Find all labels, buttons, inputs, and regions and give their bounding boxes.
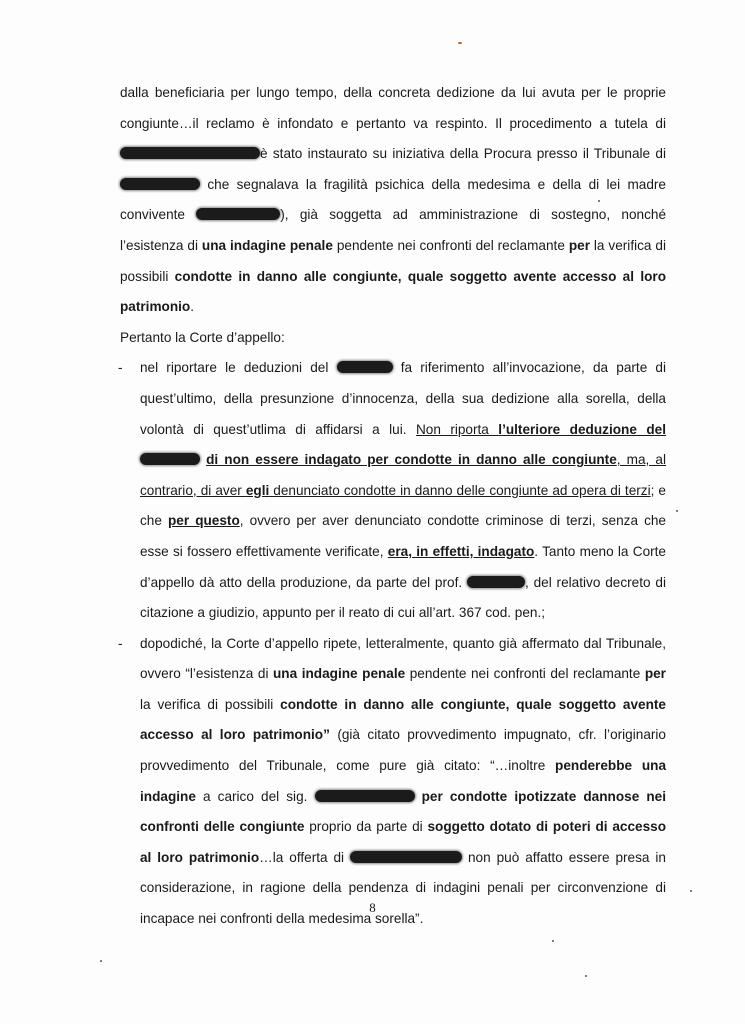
text-segment: pendente nei confronti del reclamante [405, 666, 645, 682]
text-segment: la verifica di possibili [120, 237, 666, 284]
redaction-mark [140, 453, 200, 465]
scan-speck [598, 200, 600, 202]
bold-text: una indagine penale [201, 237, 333, 253]
lead-sentence: Pertanto la Corte d’appello: [120, 329, 285, 345]
underlined-text: denunciato condotte in danno delle congiunte ad opera di terzi [269, 482, 651, 498]
redaction-mark [467, 576, 525, 588]
scan-speck [585, 975, 587, 977]
redaction-mark [315, 790, 415, 802]
list-item [120, 353, 666, 628]
bold-text: una indagine penale [273, 666, 406, 682]
scan-speck [458, 42, 462, 44]
text-segment: . [190, 299, 195, 315]
list-item [120, 629, 666, 935]
underlined-text: Non riporta [415, 421, 499, 437]
paragraph-intro [120, 78, 666, 323]
scan-speck [552, 940, 554, 942]
text-segment: , del relativo decreto di citazione a giudizio, appunto per il reato di cui all’art. 367 cod. pen.; [140, 574, 666, 621]
text-segment: . Tanto meno la Corte d’appello dà atto della produzione, da parte del prof. [140, 543, 666, 590]
bold-text: per condotte ipotizzate dannose nei confronti delle congiunte [140, 788, 666, 835]
underlined-text: , ma, al contrario, di aver [140, 452, 666, 498]
text-segment: dalla beneficiaria per lungo tempo, della concreta dedizione da lui avuta per le proprie congiunte…il reclamo è infondato e pertanto va respinto. Il procedimento a tutela di [120, 85, 666, 131]
page-number: 8 [369, 900, 376, 915]
point-list [120, 353, 666, 934]
bold-underlined-text: l’ulteriore deduzione del [498, 421, 666, 437]
text-segment: nel riportare le deduzioni del [140, 360, 337, 376]
redaction-mark [120, 147, 260, 159]
text-segment: (già citato provvedimento impugnato, cfr. l’originario provvedimento del Tribunale, come pure già citato: “…inoltre [140, 727, 666, 774]
scan-speck [690, 890, 692, 892]
text-segment: che segnalava la fragilità psichica della medesima e della di lei madre convivente [120, 176, 666, 223]
bold-text: penderebbe una indagine [140, 758, 667, 804]
bold-text: condotte in danno alle congiunte, quale soggetto avente accesso al loro patrimonio” [140, 696, 666, 743]
scan-speck [100, 960, 102, 962]
list-dash: - [118, 360, 123, 376]
text-segment: a carico del sig. [195, 788, 315, 804]
bold-underlined-text: egli [245, 482, 270, 498]
document-body [120, 78, 666, 935]
text-segment: è stato instaurato su iniziativa della Procura presso il Tribunale di [260, 146, 666, 162]
scan-speck [676, 510, 678, 512]
text-segment: ; e che [140, 482, 666, 529]
redaction-mark [196, 208, 280, 220]
list-dash: - [118, 635, 123, 651]
text-segment: proprio da parte di [304, 819, 428, 835]
text-segment: , ovvero per aver denunciato condotte criminose di terzi, senza che esse si fossero effettivamente verificate, [140, 513, 666, 559]
bold-text: condotte in danno alle congiunte, quale soggetto avente accesso al loro patrimonio [120, 268, 666, 315]
redaction-mark [337, 361, 393, 373]
text-segment: ), già soggetta ad amministrazione di sostegno, nonché l’esistenza di [120, 207, 666, 253]
bold-underlined-text: di non essere indagato per condotte in danno alle congiunte [206, 452, 617, 468]
text-segment: dopodiché, la Corte d’appello ripete, letteralmente, quanto già affermato dal Tribunale, ovvero “l’esistenza di [140, 635, 666, 682]
text-segment: …la offerta di [259, 849, 351, 865]
text-segment: pendente nei confronti del reclamante [332, 237, 569, 253]
bold-text: soggetto dotato di poteri di accesso al loro patrimonio [140, 819, 666, 865]
text-segment: la verifica di possibili [140, 696, 281, 712]
text-segment: fa riferimento all’invocazione, da parte di quest’ultimo, della presunzione d’innocenza, della sua dedizione alla sorella, della volontà di quest’utlima di affidarsi a lui. [140, 360, 666, 437]
bold-underlined-text: per questo [167, 513, 240, 529]
text-segment: non può affatto essere presa in considerazione, in ragione della pendenza di indagini penali per circonvenzione di incapace nei confronti della medesima sorella”. [140, 849, 666, 927]
redaction-mark [350, 851, 462, 863]
bold-underlined-text: era, in effetti, indagato [387, 543, 535, 559]
redaction-mark [120, 178, 200, 190]
bold-text: per [568, 237, 590, 253]
bold-text: per [644, 666, 666, 682]
